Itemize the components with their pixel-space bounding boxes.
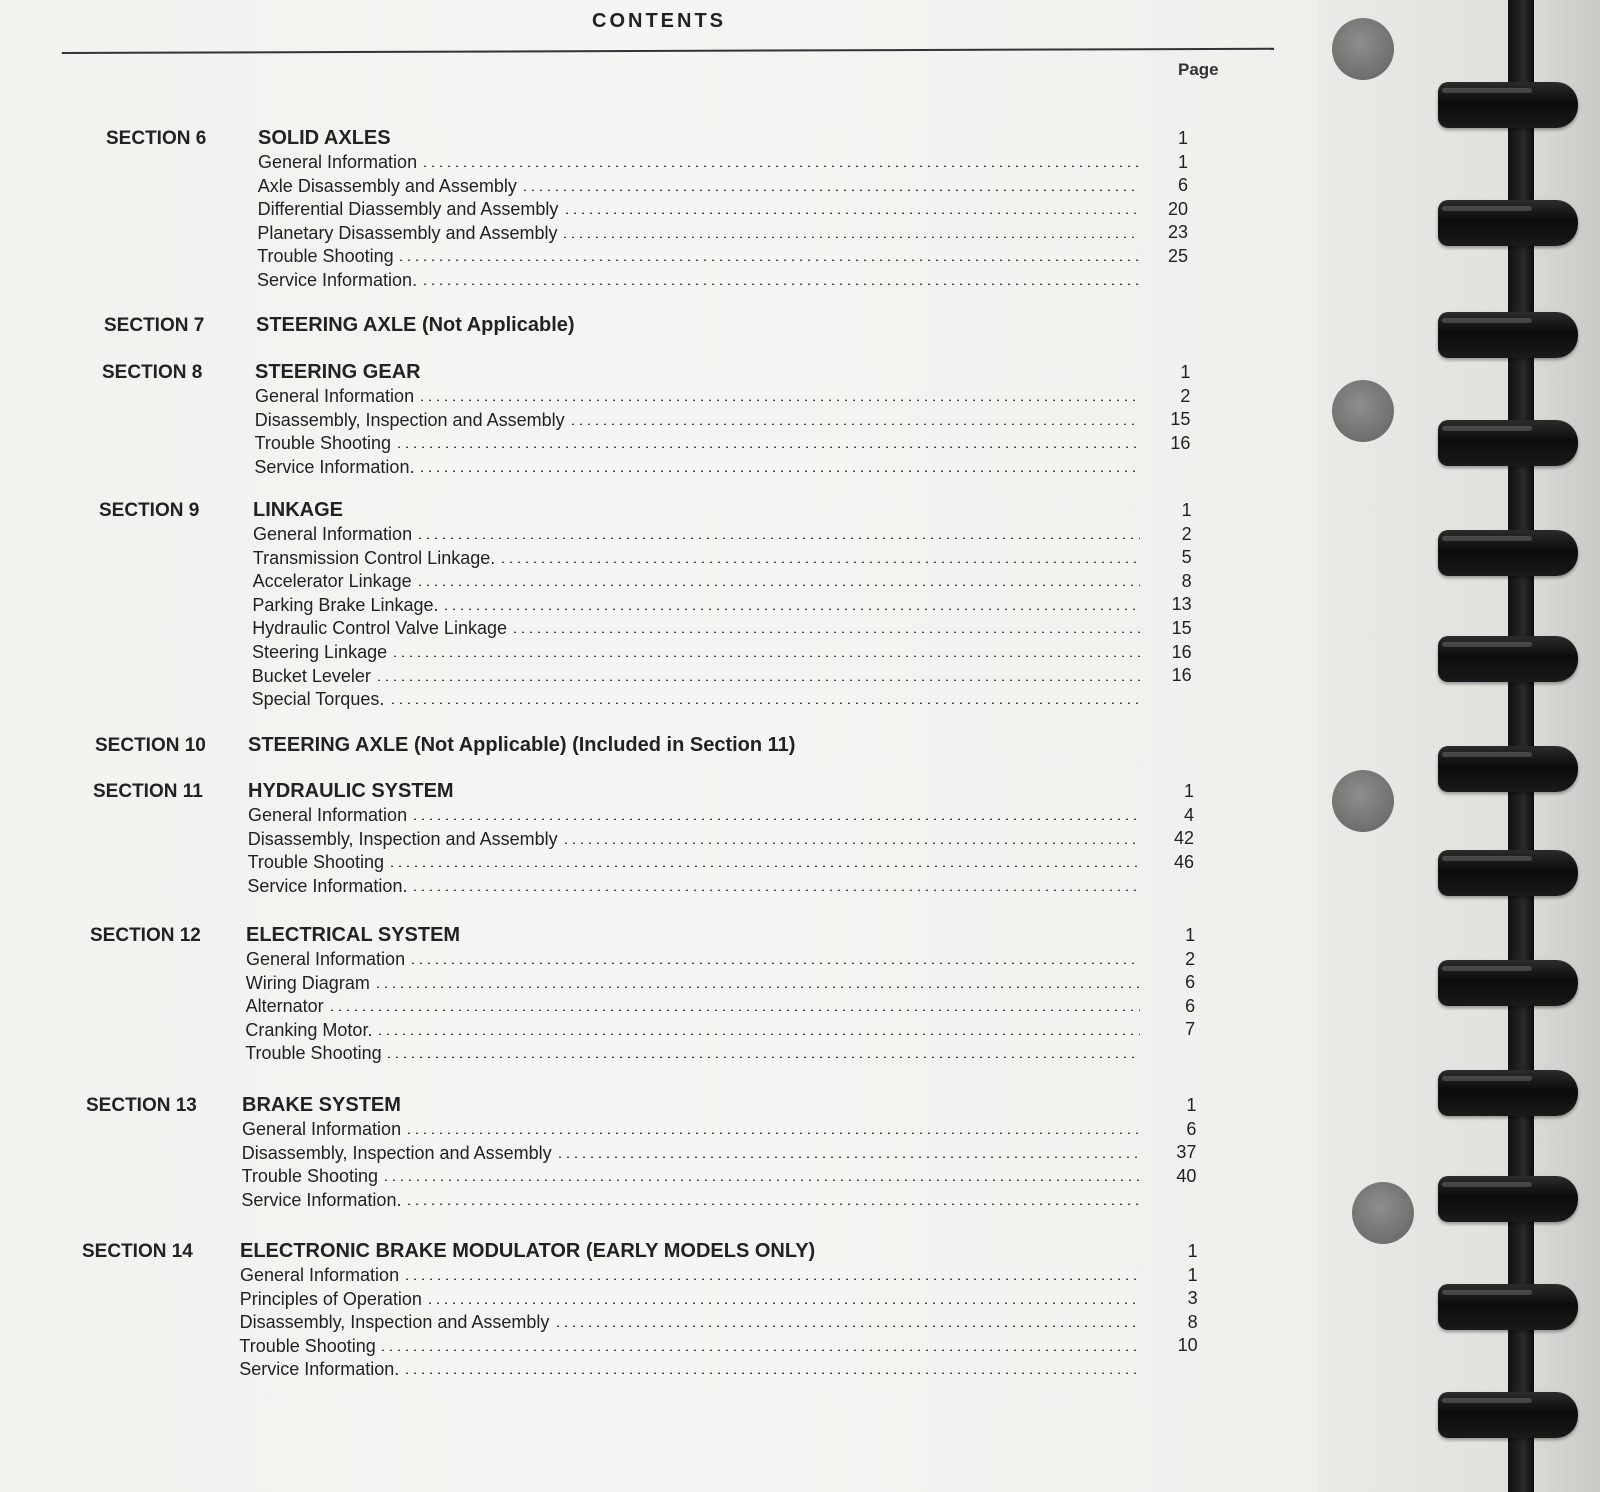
toc-entry[interactable] [0,1143,1318,1167]
toc-entry[interactable] [0,1312,1318,1336]
section-title: HYDRAULIC SYSTEM [248,780,454,802]
toc-entry-text: General Information [248,805,408,825]
toc-entry-text: Trouble Shooting [239,1335,376,1356]
page-number: 8 [1181,570,1192,591]
toc-entry-text: Accelerator Linkage [252,571,412,592]
toc-entry-text: Principles of Operation [239,1288,422,1309]
section-label: SECTION 14 [82,1241,193,1262]
toc-entry[interactable] [0,152,1318,176]
page-number: 37 [1176,1142,1197,1163]
page-number: 42 [1173,828,1194,849]
toc-entry[interactable] [0,1166,1318,1190]
dot-leader [388,865,1140,867]
toc-entry[interactable] [0,457,1318,481]
dot-leader [379,1349,1140,1351]
dot-leader [411,818,1140,820]
dot-leader [421,283,1140,285]
punch-hole [1352,1182,1414,1244]
toc-entry[interactable] [0,176,1318,200]
toc-entry[interactable] [0,996,1318,1020]
dot-leader [562,842,1140,844]
section-label: SECTION 11 [93,781,203,802]
page-number: 16 [1171,665,1192,686]
punch-hole [1332,380,1394,442]
dot-leader [511,631,1140,633]
page-number: 6 [1185,995,1196,1016]
toc-entry[interactable] [0,666,1318,690]
page-number: 40 [1176,1165,1197,1186]
dot-leader [426,1302,1140,1304]
punch-hole [1332,18,1394,80]
page-number: 13 [1171,594,1192,615]
toc-entry-text: Service Information. [257,270,418,290]
page-number: 10 [1177,1335,1198,1356]
toc-entry-text: Parking Brake Linkage. [252,594,439,615]
toc-entry[interactable] [0,876,1318,900]
toc-entry[interactable] [0,1190,1318,1214]
page-number: 2 [1181,523,1192,544]
toc-entry-text: Axle Disassembly and Assembly [257,175,517,196]
toc-entry[interactable] [0,595,1318,619]
toc-entry[interactable] [0,949,1318,973]
section-title: STEERING AXLE (Not Applicable) (Included in Section 11) [248,734,796,756]
dot-leader [416,537,1140,539]
toc-entry[interactable] [0,829,1318,853]
toc-entry-text: Trouble Shooting [254,433,392,454]
section-title: STEERING GEAR [255,361,421,383]
contents-heading: CONTENTS [592,10,726,32]
page-number: 25 [1167,246,1188,266]
dot-leader [563,212,1140,214]
toc-entry[interactable] [0,270,1318,294]
section-label: SECTION 8 [102,362,203,383]
toc-entry-text: Bucket Leveler [251,665,371,686]
spiral-coil [1438,200,1578,246]
page-number: 1 [1183,781,1194,801]
page-number: 1 [1177,128,1188,148]
dot-leader [403,1372,1140,1374]
page-number: 46 [1173,851,1194,872]
page-number: 1 [1187,1264,1198,1285]
page-number: 1 [1180,362,1191,382]
toc-entry[interactable] [0,618,1318,642]
toc-entry-text: Service Information. [247,875,408,896]
section-label: SECTION 6 [106,128,207,149]
toc-entry[interactable] [0,805,1318,829]
section-title: SOLID AXLES [258,127,391,149]
page-number: 1 [1187,1241,1198,1261]
page-number: 8 [1187,1311,1198,1332]
spiral-coil [1438,850,1578,896]
dot-leader [374,986,1140,988]
page-number: 5 [1181,547,1192,568]
dot-leader [416,584,1140,586]
toc-entry-text: General Information [255,386,415,406]
dot-leader [521,189,1140,191]
page-number: 1 [1185,925,1196,945]
toc-entry-text: Service Information. [241,1189,402,1210]
dot-leader [554,1325,1140,1327]
section-title: ELECTRONIC BRAKE MODULATOR (EARLY MODELS ONLY) [240,1240,816,1262]
page-number: 2 [1185,948,1196,969]
section-label: SECTION 10 [95,735,206,756]
toc-entry-text: Special Torques. [251,689,385,710]
toc-entry[interactable] [0,548,1318,572]
toc-entry-text: Disassembly, Inspection and Assembly [241,1142,552,1163]
spiral-coil [1438,636,1578,682]
toc-entry[interactable] [0,1336,1318,1360]
page-number: 1 [1181,500,1192,520]
toc-entry-text: Hydraulic Control Valve Linkage [252,618,507,639]
page-number: 6 [1186,1118,1197,1139]
toc-entry-text: Alternator [245,996,324,1017]
dot-leader [556,1156,1140,1158]
toc-entry[interactable] [0,223,1318,247]
dot-leader [375,679,1140,681]
toc-entry[interactable] [0,524,1318,548]
section-title: BRAKE SYSTEM [242,1094,401,1116]
toc-entry[interactable] [0,1043,1318,1067]
dot-leader [328,1009,1140,1011]
dot-leader [405,1132,1140,1134]
section-label: SECTION 9 [99,500,200,521]
toc-entry-text: Wiring Diagram [245,972,370,993]
dot-leader [418,399,1140,401]
section-label: SECTION 7 [104,315,205,336]
header-rule [62,48,1274,54]
toc-entry[interactable] [0,642,1318,666]
dot-leader [397,259,1140,261]
toc-entry-text: Steering Linkage [252,642,388,662]
dot-leader [389,702,1140,704]
spiral-coil [1438,1070,1578,1116]
toc-entry-text: Service Information. [239,1359,400,1380]
dot-leader [569,423,1140,425]
toc-entry-text: Planetary Disassembly and Assembly [257,222,558,243]
page-number: 6 [1185,972,1196,993]
spiral-coil [1438,960,1578,1006]
dot-leader [499,561,1140,563]
toc-entry[interactable] [0,1119,1318,1143]
page-number: 1 [1177,151,1188,172]
toc-entry-text: Disassembly, Inspection and Assembly [254,409,565,430]
toc-entry[interactable] [0,410,1318,434]
page-number: 20 [1167,198,1188,219]
toc-entry-text: General Information [242,1119,402,1139]
page-number: 7 [1185,1019,1196,1040]
toc-entry-text: Transmission Control Linkage. [252,547,496,568]
page-number: 6 [1177,175,1188,196]
dot-leader [385,1056,1140,1058]
spiral-coil [1438,312,1578,358]
toc-entry-text: Service Information. [254,456,415,477]
toc-entry-text: Trouble Shooting [247,852,385,873]
spiral-coil [1438,1284,1578,1330]
dot-leader [391,655,1140,657]
toc-entry[interactable] [0,689,1318,713]
section-label: SECTION 12 [90,925,201,946]
page-number: 16 [1171,641,1192,662]
section-label: SECTION 13 [86,1095,197,1116]
toc-entry[interactable] [0,1359,1318,1383]
page-number: 15 [1170,409,1191,430]
toc-entry-text: General Information [258,152,418,172]
page-column-label: Page [1178,60,1219,79]
spiral-coil [1438,530,1578,576]
toc-entry[interactable] [0,1265,1318,1289]
dot-leader [405,1203,1140,1205]
toc-entry-text: General Information [253,524,413,544]
toc-entry-text: Disassembly, Inspection and Assembly [239,1312,550,1333]
spiral-coil [1438,746,1578,792]
toc-entry[interactable] [0,852,1318,876]
section-title: STEERING AXLE (Not Applicable) [256,314,575,336]
toc-entry-text: Trouble Shooting [241,1166,379,1187]
toc-entry[interactable] [0,1020,1318,1044]
spiral-coil [1438,1392,1578,1438]
page-number: 3 [1187,1288,1198,1309]
toc-entry-text: General Information [240,1265,400,1285]
toc-entry[interactable] [0,433,1318,457]
dot-leader [421,165,1140,167]
page-number: 4 [1183,804,1194,825]
spiral-coil [1438,420,1578,466]
toc-entry[interactable] [0,1289,1318,1313]
dot-leader [409,962,1140,964]
punch-hole [1332,770,1394,832]
toc-entry-text: Cranking Motor. [245,1019,373,1040]
page-number: 2 [1180,385,1191,406]
page-number: 15 [1171,618,1192,638]
dot-leader [411,889,1140,891]
page-number: 1 [1186,1095,1197,1115]
toc-entry-text: General Information [246,949,406,969]
toc-entry[interactable] [0,386,1318,410]
toc-entry[interactable] [0,571,1318,595]
dot-leader [418,470,1140,472]
page-number: 16 [1170,432,1191,453]
toc-entry-text: Trouble Shooting [257,246,394,267]
dot-leader [442,608,1140,610]
section-title: LINKAGE [253,499,343,521]
section-title: ELECTRICAL SYSTEM [246,924,461,946]
spiral-coil [1438,82,1578,128]
dot-leader [395,446,1140,448]
page-number: 23 [1167,222,1188,243]
toc-entry[interactable] [0,199,1318,223]
toc-entry-text: Trouble Shooting [245,1043,382,1064]
spiral-coil [1438,1176,1578,1222]
dot-leader [376,1033,1140,1035]
dot-leader [403,1278,1140,1280]
dot-leader [382,1179,1140,1181]
toc-entry[interactable] [0,246,1318,270]
dot-leader [561,236,1140,238]
toc-entry-text: Differential Diassembly and Assembly [257,199,559,220]
toc-entry-text: Disassembly, Inspection and Assembly [247,828,558,849]
toc-entry[interactable] [0,973,1318,997]
